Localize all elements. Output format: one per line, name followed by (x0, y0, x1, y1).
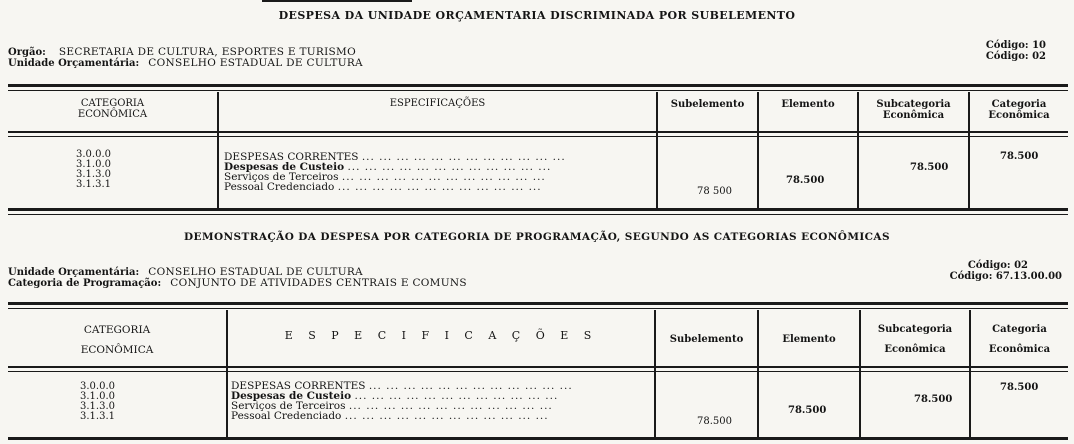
table2-header-subcategoria: Subcategoria Econômica (877, 324, 953, 355)
code-item: 3.1.3.0 (80, 401, 115, 412)
table2-subcategoria-value: 78.500 (914, 394, 953, 405)
leader-dots: ... ... ... ... ... ... ... ... ... ... ... ... (361, 151, 566, 163)
table2-col-divider (757, 310, 759, 437)
table2-subelemento-value: 78.500 (697, 416, 732, 427)
section2-title: DEMONSTRAÇÃO DA DESPESA POR CATEGORIA DE PROGRAMAÇÃO, SEGUNDO AS CATEGORIAS ECONÔMICAS (184, 231, 890, 243)
table2-col-divider (654, 310, 656, 437)
leader-dots: ... ... ... ... ... ... ... ... ... ... ... ... (337, 181, 542, 193)
section2-codigo-1: Código: 02 (967, 260, 1028, 271)
table2-bottom-rule (8, 437, 1068, 440)
table2-header-categoria-econ: Categoria Econômica (988, 324, 1051, 355)
table1-header-subelemento: Subelemento (670, 99, 745, 110)
spec-row: Despesas de Custeio ... ... ... ... ... ... ... ... ... ... ... ... (224, 161, 552, 173)
table1-header-elemento: Elemento (781, 99, 835, 110)
table2-elemento-value: 78.500 (788, 405, 827, 416)
table1-specs (224, 152, 634, 192)
table1-header-rule (8, 131, 1068, 133)
table1-top-rule (8, 84, 1068, 87)
table1-categoria-value: 78.500 (1000, 151, 1039, 162)
table1-bottom-rule-2 (8, 214, 1068, 215)
orgao-value: SECRETARIA DE CULTURA, ESPORTES E TURISMO (58, 46, 357, 58)
code-item: 3.1.0.0 (76, 159, 111, 170)
section2-codigo-2: Código: 67.13.00.00 (949, 271, 1062, 282)
section1-codigo-2: Código: 02 (985, 51, 1046, 62)
orgao-label: Orgão: (8, 47, 46, 58)
unidade-value: CONSELHO ESTADUAL DE CULTURA (148, 266, 363, 278)
top-edge-rule (262, 0, 412, 2)
unidade-value: CONSELHO ESTADUAL DE CULTURA (148, 57, 363, 69)
table1-subelemento-value: 78 500 (697, 186, 732, 197)
spec-row: Pessoal Credenciado ... ... ... ... ... ... ... ... ... ... ... ... (224, 181, 542, 193)
table2-specs (231, 381, 641, 421)
table1-header-especificacoes: ESPECIFICAÇÕES (389, 98, 486, 109)
spec-row: Serviços de Terceiros ... ... ... ... ... ... ... ... ... ... ... ... (224, 171, 546, 183)
code-item: 3.1.0.0 (80, 391, 115, 402)
table1-header-categoria: CATEGORIA ECONÔMICA (77, 98, 148, 120)
code-item: 3.1.3.1 (80, 411, 115, 422)
table1-codes (76, 150, 111, 190)
spec-row: Despesas de Custeio ... ... ... ... ... ... ... ... ... ... ... ... (231, 390, 559, 402)
table2-header-elemento: Elemento (782, 334, 836, 345)
table2-header-rule (8, 366, 1068, 368)
table1-subcategoria-value: 78.500 (910, 162, 949, 173)
table2-top-rule-2 (8, 308, 1068, 309)
table2-header-rule-2 (8, 371, 1068, 372)
table2-header-especificacoes: E S P E C I F I C A Ç Õ E S (284, 329, 598, 342)
leader-dots: ... ... ... ... ... ... ... ... ... ... ... ... (348, 400, 553, 412)
table1-header-subcategoria: Subcategoria Econômica (876, 99, 951, 121)
section1-codigo-1: Código: 10 (985, 40, 1046, 51)
section1-unidade-line (8, 51, 363, 70)
table2-header-categoria: CATEGORIA ECONÔMICA (80, 324, 154, 356)
table2-header-subelemento: Subelemento (669, 334, 744, 345)
table2-categoria-value: 78.500 (1000, 382, 1039, 393)
code-item: 3.1.3.0 (76, 169, 111, 180)
code-item: 3.0.0.0 (80, 381, 115, 392)
table1-col-divider (217, 92, 219, 208)
code-item: 3.0.0.0 (76, 149, 111, 160)
leader-dots: ... ... ... ... ... ... ... ... ... ... ... ... (341, 171, 546, 183)
categoria-programacao-label: Categoria de Programação: (8, 278, 162, 289)
table1-header-rule-2 (8, 136, 1068, 137)
spec-row: Pessoal Credenciado ... ... ... ... ... ... ... ... ... ... ... ... (231, 410, 549, 422)
table1-elemento-value: 78.500 (786, 175, 825, 186)
leader-dots: ... ... ... ... ... ... ... ... ... ... ... ... (354, 390, 559, 402)
leader-dots: ... ... ... ... ... ... ... ... ... ... ... ... (344, 410, 549, 422)
unidade-label: Unidade Orçamentária: (8, 267, 140, 278)
table1-top-rule-2 (8, 90, 1068, 91)
table2-codes (80, 382, 115, 422)
table2-top-rule (8, 302, 1068, 305)
leader-dots: ... ... ... ... ... ... ... ... ... ... ... ... (347, 161, 552, 173)
table1-header-categoria-econ: Categoria Econômica (988, 99, 1050, 121)
section1-title: DESPESA DA UNIDADE ORÇAMENTARIA DISCRIMINADA POR SUBELEMENTO (278, 9, 796, 22)
categoria-programacao-value: CONJUNTO DE ATIVIDADES CENTRAIS E COMUNS (170, 277, 467, 289)
table1-bottom-rule (8, 208, 1068, 211)
spec-row: DESPESAS CORRENTES ... ... ... ... ... ... ... ... ... ... ... ... (224, 151, 566, 163)
unidade-label: Unidade Orçamentária: (8, 58, 140, 69)
spec-row: DESPESAS CORRENTES ... ... ... ... ... ... ... ... ... ... ... ... (231, 380, 573, 392)
section2-categoria-line (8, 271, 467, 290)
leader-dots: ... ... ... ... ... ... ... ... ... ... ... ... (368, 380, 573, 392)
spec-row: Serviços de Terceiros ... ... ... ... ... ... ... ... ... ... ... ... (231, 400, 553, 412)
code-item: 3.1.3.1 (76, 179, 111, 190)
